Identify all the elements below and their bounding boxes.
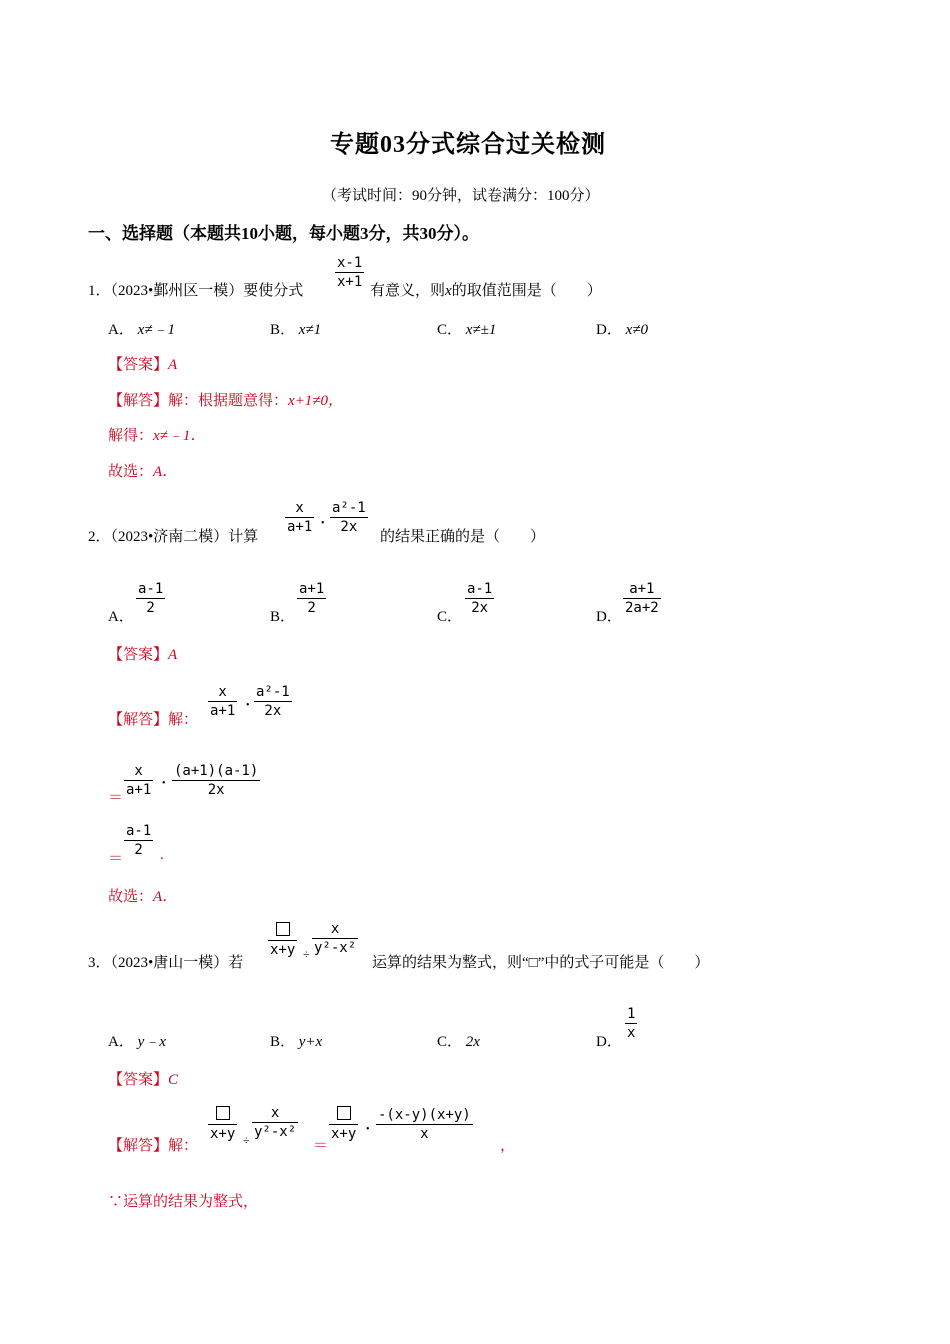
q3-sol-frac-3: x+y (329, 1106, 358, 1143)
equals-sign: ＝ (108, 851, 124, 867)
q2-option-c-label: C． (437, 609, 463, 625)
period: . (160, 847, 164, 863)
q2-solution-conclusion: 故选：A． (108, 889, 178, 905)
q3-option-b: B． y+x (270, 1034, 323, 1050)
q3-option-a: A． y﹣x (108, 1034, 166, 1050)
divide-sign: ÷ (303, 947, 310, 961)
q1-option-d: D． x≠0 (596, 322, 648, 338)
q3-answer: 【答案】C (108, 1072, 179, 1088)
multiply-dot-icon: • (246, 700, 250, 711)
q1-option-a: A． x≠﹣1 (108, 322, 175, 338)
q2-option-d-label: D． (596, 609, 622, 625)
square-placeholder-icon (208, 1106, 237, 1125)
q3-sol-frac-4: $\frac{-(x-y)(x+y)}{x}$ (378, 1107, 471, 1142)
q1-solution-line3: 故选：A． (108, 464, 178, 480)
q1-stem (88, 279, 303, 300)
equals-sign: ＝ (313, 1138, 329, 1154)
exam-info: （考试时间：90分钟，试卷满分：100分） (322, 188, 600, 204)
q3-option-d-label: D． (596, 1034, 622, 1050)
square-placeholder-icon (329, 1106, 358, 1125)
q1-answer: 【答案】A (108, 357, 178, 373)
section-heading: 一、选择题（本题共10小题，每小题3分，共30分）。 (88, 224, 479, 243)
q2-solution-label: 【解答】解： (108, 712, 199, 728)
q2-sol-frac-3: $\frac{x}{a+1}$ (126, 763, 152, 798)
q2-option-b-label: B． (270, 609, 296, 625)
page-title: 专题03分式综合过关检测 (330, 132, 606, 158)
q3-sol-frac-2: $\frac{x}{\text{y²-x²}}$ (254, 1105, 297, 1140)
square-placeholder-icon (268, 922, 297, 941)
q2-answer: 【答案】A (108, 647, 178, 663)
q2-sol-frac-2: $\frac{\text{a²-1}}{2x}$ (256, 684, 290, 719)
q2-option-a: $\frac{a-1}{2}$ (138, 581, 164, 616)
q2-fraction-2: $\frac{\text{a²-1}}{2x}$ (332, 500, 366, 535)
q1-tail: 的取值范围是（ ） (451, 283, 602, 299)
q1-number: 1． (88, 283, 111, 299)
comma: ， (500, 1138, 516, 1154)
q2-option-c: $\frac{a-1}{2x}$ (467, 581, 493, 616)
q3-option-d: $\frac{1}{x}$ (627, 1006, 636, 1041)
q2-sol-frac-4: $\frac{(a+1)(a-1)}{2x}$ (174, 763, 259, 798)
q1-fraction (335, 254, 364, 291)
q3-fraction-2: $\frac{x}{\text{y²-x²}}$ (314, 921, 357, 956)
q2-sol-frac-1: $\frac{x}{a+1}$ (210, 684, 236, 719)
multiply-dot-icon: • (366, 1124, 370, 1135)
q1-after: 有意义，则 (370, 283, 446, 299)
q1-solution-line2: 解得：x≠﹣1． (108, 428, 206, 444)
multiply-dot-icon: • (162, 778, 166, 789)
q1-frac-den: x+1 (337, 274, 363, 290)
q3-solution-label: 【解答】解： (108, 1138, 199, 1154)
divide-sign: ÷ (243, 1133, 250, 1147)
q2-option-b: $\frac{a+1}{2}$ (299, 581, 325, 616)
q1-var: x (445, 283, 452, 299)
q2-sol-frac-5: $\frac{a-1}{2}$ (126, 823, 152, 858)
q2-option-a-label: A． (108, 609, 134, 625)
q1-source: （2023•鄞州区一模）要使分式 (110, 283, 304, 299)
q2-option-d: $\frac{a+1}{2a+2}$ (625, 581, 659, 616)
q3-option-c: C． 2x (437, 1034, 480, 1050)
equals-sign: ＝ (108, 790, 124, 806)
q3-solution-because: ∵运算的结果为整式， (108, 1194, 259, 1210)
q2-fraction-1: $\frac{x}{a+1}$ (287, 500, 313, 535)
q1-option-b: B． x≠1 (270, 322, 322, 338)
q2-stem: 2．（2023•济南二模）计算 (88, 529, 259, 545)
q3-sol-frac-1: x+y (208, 1106, 237, 1143)
q1-stem-tail (370, 279, 602, 300)
q1-solution-line1: 【解答】解：根据题意得：x+1≠0， (108, 393, 344, 409)
q3-stem: 3．（2023•唐山一模）若 (88, 955, 244, 971)
q1-frac-num: x-1 (337, 255, 363, 271)
q3-stem-tail: 运算的结果为整式，则“□”中的式子可能是（ ） (372, 955, 710, 971)
q2-stem-tail: 的结果正确的是（ ） (380, 529, 546, 545)
multiply-dot-icon: • (321, 518, 325, 529)
q3-fraction-1: x+y (268, 922, 297, 959)
q1-option-c: C． x≠±1 (437, 322, 497, 338)
